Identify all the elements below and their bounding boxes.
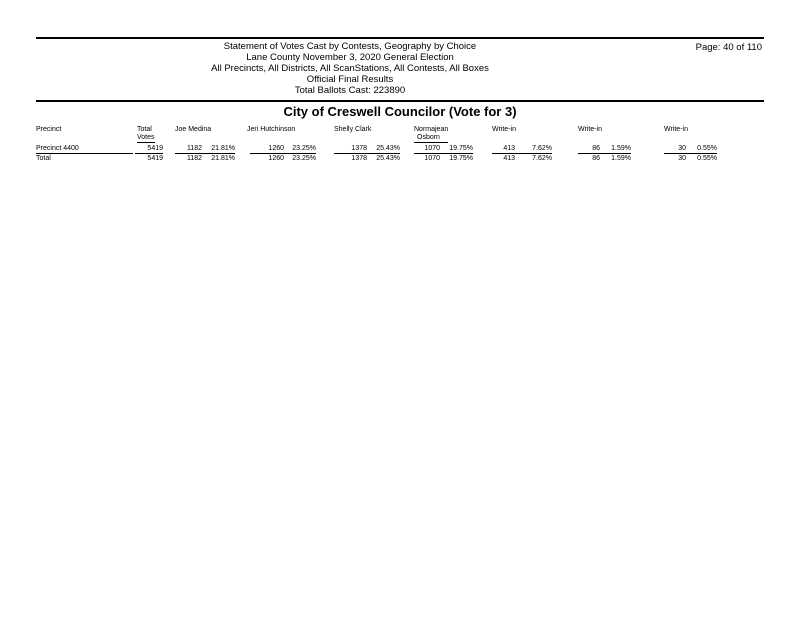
row-pct: 21.81%: [211, 155, 235, 162]
col-header-choice-line1: Write-in: [664, 126, 688, 133]
row-pct: 0.55%: [697, 155, 717, 162]
row-votes: 413: [492, 145, 515, 154]
col-header-choice: [492, 126, 516, 134]
header-line: Total Ballots Cast: 223890: [294, 85, 406, 96]
col-header-choice-line1: Write-in: [492, 126, 516, 133]
col-header-choice-line1: Jeri Hutchinson: [247, 126, 296, 133]
header-rule: [36, 100, 764, 102]
row-pct: 7.62%: [515, 145, 552, 154]
col-header-choice: [175, 126, 211, 134]
col-header-choice-line1: Shelly Clark: [334, 126, 372, 133]
row-votes: 30: [678, 155, 686, 162]
row-total-votes: 5419: [135, 145, 163, 154]
header-line: Lane County November 3, 2020 General Election: [246, 52, 454, 63]
row-pct: 1.59%: [600, 145, 631, 154]
row-votes: 1070: [414, 145, 440, 154]
col-header-choice-line1: Normajean: [414, 126, 449, 133]
row-pct: 19.75%: [449, 155, 473, 162]
header-line: Statement of Votes Cast by Contests, Geography by Choice: [223, 41, 477, 52]
report-header: [150, 41, 550, 96]
col-header-total-line1: Total: [137, 126, 152, 133]
row-votes: 86: [578, 145, 600, 154]
row-pct: 1.59%: [611, 155, 631, 162]
header-line: Official Final Results: [306, 74, 394, 85]
header-line: All Precincts, All Districts, All ScanStations, All Contests, All Boxes: [211, 63, 489, 74]
row-total-votes: 5419: [147, 155, 163, 162]
row-pct: 7.62%: [532, 155, 552, 162]
row-votes: 1182: [175, 145, 202, 154]
col-header-choice: [664, 126, 688, 134]
row-pct: 23.25%: [292, 155, 316, 162]
row-pct: 21.81%: [202, 145, 235, 154]
row-votes: 1260: [268, 155, 284, 162]
top-rule: [36, 37, 764, 39]
col-header-choice: [414, 126, 448, 143]
row-precinct: Precinct 4400: [36, 145, 133, 154]
row-votes: 1070: [424, 155, 440, 162]
row-votes: 86: [592, 155, 600, 162]
row-pct: 0.55%: [686, 145, 717, 154]
row-pct: 25.43%: [376, 155, 400, 162]
col-header-choice-line2: Osborn: [414, 134, 448, 143]
row-pct: 19.75%: [440, 145, 473, 154]
row-precinct: Total: [36, 155, 51, 162]
row-pct: 25.43%: [367, 145, 400, 154]
page-number: Page: 40 of 110: [695, 42, 762, 53]
col-header-choice: [334, 126, 371, 134]
col-header-precinct: Precinct: [36, 126, 62, 133]
row-votes: 1378: [351, 155, 367, 162]
row-pct: 23.25%: [284, 145, 316, 154]
col-header-choice-line1: Write-in: [578, 126, 602, 133]
row-votes: 1260: [250, 145, 284, 154]
row-votes: 1182: [186, 155, 202, 162]
col-header-choice: [247, 126, 295, 134]
col-header-choice-line1: Joe Medina: [175, 126, 212, 133]
row-votes: 413: [503, 155, 515, 162]
row-votes: 1378: [334, 145, 367, 154]
col-header-total-line2: Votes: [137, 134, 155, 141]
row-votes: 30: [664, 145, 686, 154]
col-header-total-votes: [137, 126, 155, 143]
col-header-choice: [578, 126, 602, 134]
contest-title: City of Creswell Councilor (Vote for 3): [283, 104, 517, 119]
